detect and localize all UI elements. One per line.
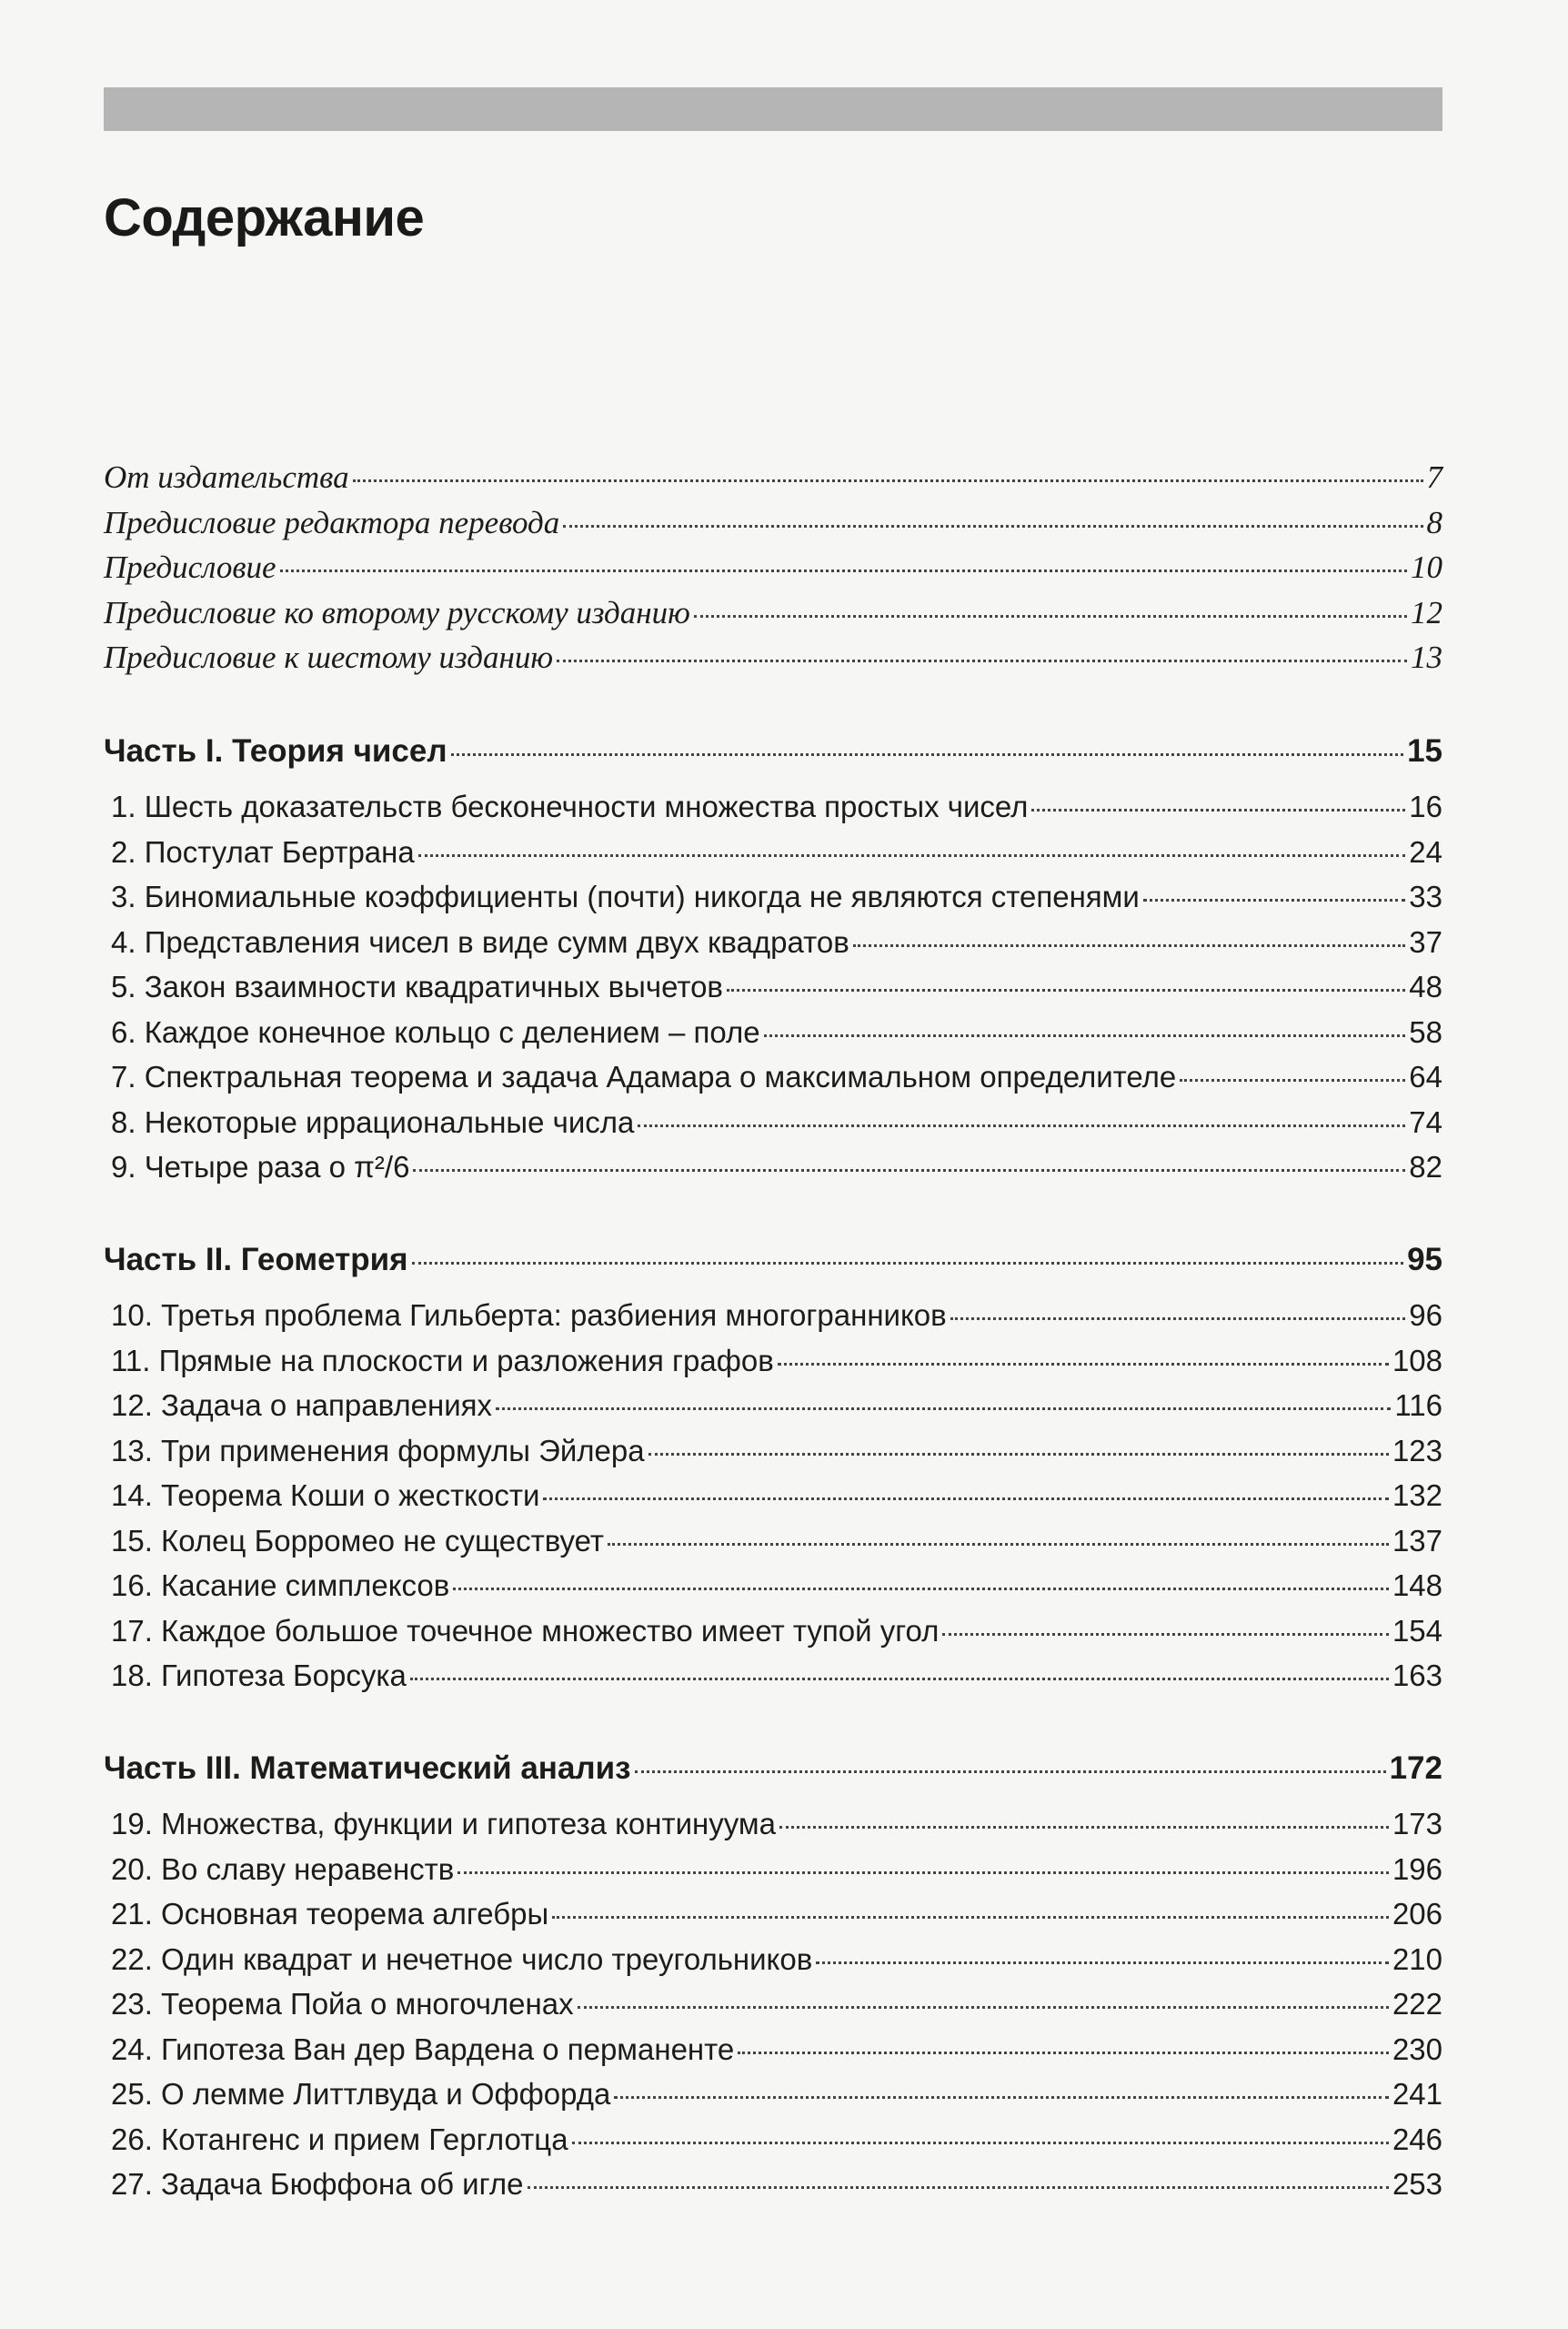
chapter-entry[interactable] xyxy=(104,1568,1442,1614)
toc-entry-page: 154 xyxy=(1392,1613,1442,1648)
toc-entry-label: 19. Множества, функции и гипотеза континуума xyxy=(111,1807,776,1840)
toc-entry-label: 11. Прямые на плоскости и разложения графов xyxy=(111,1343,774,1377)
dot-leader xyxy=(413,1169,1405,1172)
front-matter-entry[interactable] xyxy=(104,640,1442,685)
toc-entry-page: 58 xyxy=(1409,1014,1442,1049)
toc-entry-page: 13 xyxy=(1411,640,1442,675)
page-title: Содержание xyxy=(104,188,425,247)
dot-leader xyxy=(410,1678,1389,1680)
toc-entry-label: 18. Гипотеза Борсука xyxy=(111,1659,407,1692)
dot-leader xyxy=(779,1826,1389,1829)
chapter-entry[interactable] xyxy=(104,1060,1442,1105)
toc-entry-label: 26. Котангенс и прием Герглотца xyxy=(111,2122,568,2156)
toc-entry-page: 137 xyxy=(1392,1523,1442,1558)
dot-leader xyxy=(1031,809,1405,812)
chapter-entry[interactable] xyxy=(104,1388,1442,1434)
chapter-entry[interactable] xyxy=(104,1015,1442,1061)
dot-leader xyxy=(950,1317,1406,1320)
toc-entry-label: 22. Один квадрат и нечетное число треугольников xyxy=(111,1941,813,1976)
dot-leader xyxy=(572,2142,1389,2144)
chapter-entry[interactable] xyxy=(104,925,1442,971)
dot-leader xyxy=(694,615,1407,618)
dot-leader xyxy=(853,944,1405,947)
toc-entry-page: 196 xyxy=(1392,1851,1442,1886)
toc-entry-page: 230 xyxy=(1392,2032,1442,2066)
toc-entry-label: Предисловие к шестому изданию xyxy=(104,640,553,675)
toc-entry-label: От издательства xyxy=(104,459,349,495)
toc-entry-label: 5. Закон взаимности квадратичных вычетов xyxy=(111,970,723,1003)
dot-leader xyxy=(453,1588,1389,1590)
toc-entry-page: 74 xyxy=(1409,1104,1442,1139)
chapter-entry[interactable] xyxy=(104,2032,1442,2078)
toc-entry-label: 16. Касание симплексов xyxy=(111,1568,450,1602)
toc-entry-page: 148 xyxy=(1392,1568,1442,1602)
toc-entry-page: 37 xyxy=(1409,924,1442,959)
chapter-entry[interactable] xyxy=(104,1150,1442,1195)
chapter-entry[interactable] xyxy=(104,2122,1442,2168)
toc-entry-label: 14. Теорема Коши о жесткости xyxy=(111,1478,540,1512)
toc-entry-page: 172 xyxy=(1389,1750,1442,1786)
toc-entry-label: 3. Биномиальные коэффициенты (почти) никогда не являются степенями xyxy=(111,880,1140,913)
part-heading[interactable] xyxy=(104,733,1442,790)
dot-leader xyxy=(638,1124,1405,1127)
toc-entry-label: 1. Шесть доказательств бесконечности множества простых чисел xyxy=(111,790,1029,823)
front-matter-list xyxy=(104,459,1442,685)
chapter-entry[interactable] xyxy=(104,2077,1442,2122)
toc-entry-label: 9. Четыре раза о π²/6 xyxy=(111,1150,410,1184)
chapter-entry[interactable] xyxy=(104,1987,1442,2032)
dot-leader xyxy=(451,753,1403,756)
dot-leader xyxy=(608,1543,1389,1546)
toc-entry-label: Часть I. Теория чисел xyxy=(104,733,447,769)
chapter-entry[interactable] xyxy=(104,790,1442,835)
toc-entry-label: 8. Некоторые иррациональные числа xyxy=(111,1104,635,1139)
chapter-entry[interactable] xyxy=(104,1614,1442,1659)
toc-entry-page: 206 xyxy=(1392,1897,1442,1931)
dot-leader xyxy=(1143,899,1405,902)
toc-entry-label: Часть II. Геометрия xyxy=(104,1242,408,1277)
toc-entry-page: 253 xyxy=(1392,2167,1442,2201)
toc-entry-page: 210 xyxy=(1392,1941,1442,1976)
part-heading[interactable] xyxy=(104,1750,1442,1807)
toc-entry-label: 7. Спектральная теорема и задача Адамара о максимальном определителе xyxy=(111,1060,1177,1094)
front-matter-entry[interactable] xyxy=(104,459,1442,505)
toc-entry-page: 222 xyxy=(1392,1987,1442,2021)
toc-entry-page: 163 xyxy=(1392,1659,1442,1692)
toc-entry-page: 241 xyxy=(1392,2077,1442,2111)
chapter-entry[interactable] xyxy=(104,1524,1442,1569)
toc-entry-page: 95 xyxy=(1407,1242,1442,1277)
chapter-entry[interactable] xyxy=(104,880,1442,925)
toc-entry-label: 17. Каждое большое точечное множество имеет тупой угол xyxy=(111,1613,940,1648)
toc-entry-label: 25. О лемме Литтлвуда и Оффорда xyxy=(111,2077,611,2111)
front-matter-entry[interactable] xyxy=(104,595,1442,640)
front-matter-entry[interactable] xyxy=(104,549,1442,595)
toc-entry-page: 48 xyxy=(1409,970,1442,1003)
chapter-entry[interactable] xyxy=(104,1344,1442,1389)
toc-entry-page: 10 xyxy=(1411,549,1442,585)
toc-entry-page: 173 xyxy=(1392,1807,1442,1840)
chapter-entry[interactable] xyxy=(104,1298,1442,1344)
toc-entry-page: 82 xyxy=(1409,1150,1442,1184)
toc-entry-label: 24. Гипотеза Ван дер Вардена о перманенте xyxy=(111,2032,735,2066)
chapter-entry[interactable] xyxy=(104,1659,1442,1704)
dot-leader xyxy=(1180,1079,1405,1082)
dot-leader xyxy=(648,1453,1389,1456)
dot-leader xyxy=(727,989,1405,992)
toc-entry-label: 13. Три применения формулы Эйлера xyxy=(111,1433,645,1467)
dot-leader xyxy=(738,2052,1389,2054)
front-matter-entry[interactable] xyxy=(104,505,1442,550)
toc-entry-label: Часть III. Математический анализ xyxy=(104,1750,631,1786)
toc-entry-page: 116 xyxy=(1394,1388,1442,1422)
toc-entry-page: 15 xyxy=(1407,733,1442,769)
header-bar xyxy=(104,87,1442,131)
toc-entry-page: 24 xyxy=(1409,834,1442,869)
toc-entry-page: 64 xyxy=(1409,1060,1442,1094)
part-1-list xyxy=(104,733,1442,1195)
toc-entry-label: 21. Основная теорема алгебры xyxy=(111,1897,549,1931)
toc-entry-label: 2. Постулат Бертрана xyxy=(111,834,415,869)
toc-entry-page: 96 xyxy=(1409,1298,1442,1332)
toc-entry-label: 27. Задача Бюффона об игле xyxy=(111,2167,524,2201)
chapter-entry[interactable] xyxy=(104,1478,1442,1524)
dot-leader xyxy=(635,1770,1386,1773)
dot-leader xyxy=(557,660,1407,662)
part-heading[interactable] xyxy=(104,1242,1442,1298)
toc-entry-label: 4. Представления чисел в виде сумм двух квадратов xyxy=(111,924,849,959)
toc-entry-page: 33 xyxy=(1409,880,1442,913)
chapter-entry[interactable] xyxy=(104,1807,1442,1852)
dot-leader xyxy=(578,2006,1389,2009)
toc-entry-page: 8 xyxy=(1426,504,1442,540)
chapter-entry[interactable] xyxy=(104,1105,1442,1151)
chapter-entry[interactable] xyxy=(104,1852,1442,1898)
toc-entry-label: Предисловие редактора перевода xyxy=(104,504,560,540)
toc-entry-label: Предисловие ко второму русскому изданию xyxy=(104,594,690,630)
dot-leader xyxy=(543,1497,1389,1500)
chapter-entry[interactable] xyxy=(104,1942,1442,1988)
toc-entry-page: 7 xyxy=(1426,459,1442,495)
toc-entry-label: 23. Теорема Пойа о многочленах xyxy=(111,1987,574,2021)
dot-leader xyxy=(280,570,1407,572)
dot-leader xyxy=(353,479,1423,482)
dot-leader xyxy=(816,1961,1389,1964)
chapter-entry[interactable] xyxy=(104,1434,1442,1479)
part-3-list xyxy=(104,1750,1442,2213)
dot-leader xyxy=(942,1633,1389,1636)
toc-entry-page: 246 xyxy=(1392,2122,1442,2156)
dot-leader xyxy=(528,2186,1389,2189)
dot-leader xyxy=(418,854,1406,857)
toc-entry-page: 108 xyxy=(1392,1343,1442,1377)
chapter-entry[interactable] xyxy=(104,970,1442,1015)
toc-entry-page: 123 xyxy=(1392,1433,1442,1467)
dot-leader xyxy=(496,1407,1391,1410)
toc-entry-page: 16 xyxy=(1409,790,1442,823)
toc-entry-label: 12. Задача о направлениях xyxy=(111,1388,493,1422)
toc-entry-label: 6. Каждое конечное кольцо с делением – поле xyxy=(111,1014,760,1049)
dot-leader xyxy=(614,2096,1389,2099)
chapter-entry[interactable] xyxy=(104,2167,1442,2213)
toc-entry-label: Предисловие xyxy=(104,549,276,585)
dot-leader xyxy=(552,1916,1389,1919)
chapter-entry[interactable] xyxy=(104,835,1442,881)
dot-leader xyxy=(457,1871,1389,1874)
dot-leader xyxy=(563,525,1422,528)
dot-leader xyxy=(764,1034,1406,1037)
toc-entry-page: 132 xyxy=(1392,1478,1442,1512)
part-2-list xyxy=(104,1242,1442,1704)
chapter-entry[interactable] xyxy=(104,1897,1442,1942)
toc-entry-label: 20. Во славу неравенств xyxy=(111,1851,455,1886)
toc-entry-label: 10. Третья проблема Гильберта: разбиения многогранников xyxy=(111,1298,947,1332)
dot-leader xyxy=(412,1262,1403,1265)
toc-entry-label: 15. Колец Борромео не существует xyxy=(111,1523,605,1558)
toc-entry-page: 12 xyxy=(1411,594,1442,630)
dot-leader xyxy=(778,1363,1389,1366)
